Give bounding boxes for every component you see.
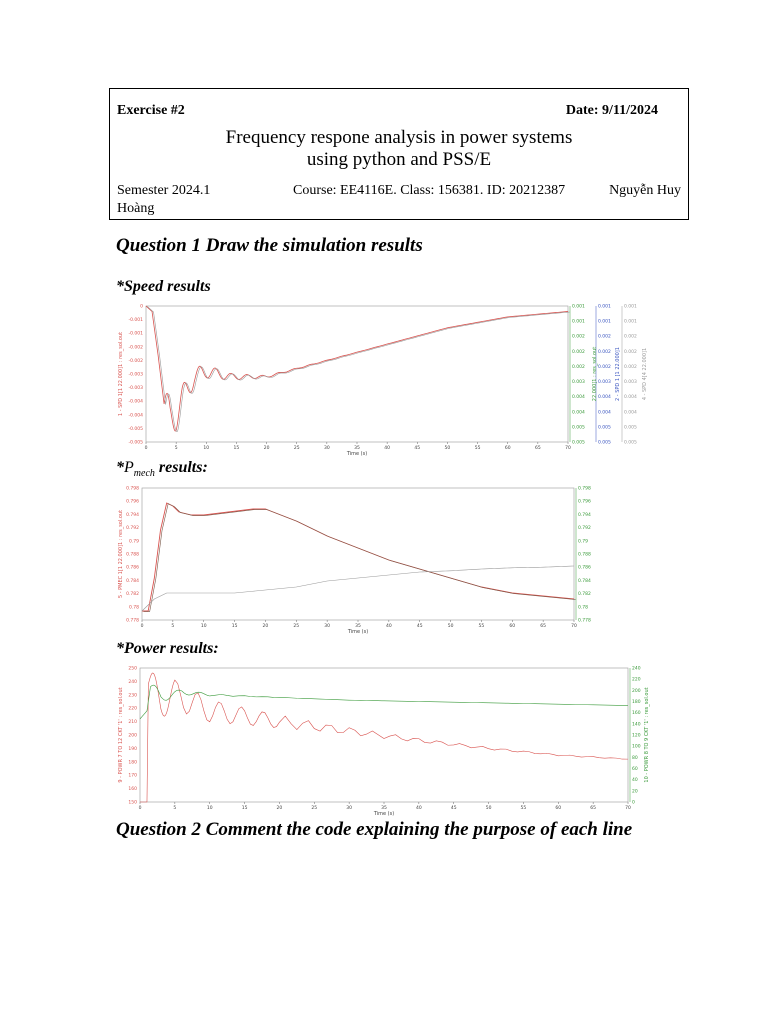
x-tick-label: 5 [171, 624, 175, 629]
y-tick-label-left: 240 [128, 679, 137, 685]
x-tick-label: 30 [324, 624, 331, 629]
y-tick-label-left: -0.002 [128, 358, 143, 364]
x-tick-label: 55 [520, 806, 527, 811]
y-tick-label-right: 0.002 [572, 334, 585, 340]
x-tick-label: 20 [263, 446, 270, 451]
x-tick-label: 70 [571, 624, 577, 629]
y-tick-label-right: 0.002 [624, 364, 637, 370]
y-tick-label-left: 250 [128, 666, 137, 672]
y-tick-label-left: 0.788 [126, 552, 139, 558]
x-tick-label: 15 [241, 806, 248, 811]
date-label: Date: 9/11/2024 [565, 103, 658, 118]
y-tick-label-right: 0.786 [578, 565, 591, 571]
x-tick-label: 50 [485, 806, 492, 811]
y-tick-label-right: 0.003 [598, 380, 611, 386]
y-tick-label-right: 0.004 [624, 395, 637, 401]
y-tick-label-right: 0 [632, 800, 635, 806]
document-title [110, 127, 688, 171]
y-tick-label-right: 0.002 [572, 364, 585, 370]
y-tick-label-left: 0.796 [126, 499, 139, 505]
y-tick-label-right: 0.002 [598, 349, 611, 355]
y-tick-label-right: 0.004 [598, 410, 611, 416]
y-tick-label-right: 0.782 [578, 592, 591, 598]
y-tick-label-right: 0.005 [598, 440, 611, 446]
y-tick-label-right: 0.794 [578, 512, 591, 518]
y-tick-label-left: 0.798 [126, 486, 139, 492]
x-tick-label: 0 [144, 446, 148, 451]
pmech-sub: mech [133, 468, 155, 480]
y-tick-label-right: 0.796 [578, 499, 591, 505]
x-tick-label: 45 [450, 806, 457, 811]
x-tick-label: 65 [590, 806, 597, 811]
x-tick-label: 60 [555, 806, 562, 811]
x-tick-label: 25 [311, 806, 318, 811]
y-axis-label-left: 5 - PMEC 1[1 22.000]1 : res_sol.out [118, 509, 124, 599]
y-axis-label-left: 1 - SPD 1[1 22.000]1 : res_sol.out [118, 331, 124, 417]
y-tick-label-right: 0.005 [572, 440, 585, 446]
speed-chart-svg [116, 300, 652, 458]
y-tick-label-right: 60 [632, 767, 638, 772]
y-tick-label-right: 0.79 [578, 539, 589, 545]
y-tick-label-right: 0.004 [598, 395, 611, 401]
x-tick-label: 0 [138, 806, 142, 811]
author-name-part2: Hoàng [117, 201, 155, 216]
y-tick-label-right: 240 [632, 666, 641, 672]
speed-caption: *Speed results [116, 278, 211, 295]
x-tick-label: 65 [540, 624, 547, 629]
y-tick-label-left: -0.005 [128, 440, 143, 446]
y-tick-label-right: 0.005 [624, 425, 637, 431]
power-chart [116, 662, 652, 816]
y-tick-label-left: 0.792 [126, 526, 139, 532]
x-tick-label: 55 [474, 446, 481, 451]
y-tick-label-left: 200 [128, 733, 137, 739]
question-2-heading: Question 2 Comment the code explaining the purpose of each line [116, 819, 633, 840]
y-tick-label-right: 0.002 [598, 334, 611, 340]
y-tick-label-right: 0.005 [598, 425, 611, 431]
plot-area [142, 488, 574, 620]
y-tick-label-left: 150 [128, 800, 137, 806]
x-axis-label: Time (s) [347, 629, 369, 635]
x-tick-label: 55 [478, 624, 485, 629]
y-tick-label-right: 0.001 [624, 304, 637, 310]
x-tick-label: 40 [385, 624, 392, 629]
x-tick-label: 60 [504, 446, 511, 451]
y-tick-label-right: 0.792 [578, 526, 591, 532]
y-tick-label-left: 230 [128, 693, 137, 699]
title-line-1: Frequency respone analysis in power systems [225, 127, 573, 148]
y-tick-label-right: 0.001 [572, 304, 585, 310]
y-tick-label-left: -0.003 [128, 372, 143, 378]
x-tick-label: 20 [262, 624, 269, 629]
x-tick-label: 15 [231, 624, 238, 629]
pmech-caption [116, 459, 208, 479]
power-caption: *Power results: [116, 640, 219, 657]
y-tick-label-right: 0.002 [624, 334, 637, 340]
x-tick-label: 35 [354, 446, 360, 451]
y-tick-label-right: 0.778 [578, 618, 591, 624]
x-tick-label: 45 [414, 446, 421, 451]
y-tick-label-left: 160 [128, 787, 137, 793]
y-tick-label-right: 0.001 [624, 319, 637, 325]
speed-chart [116, 300, 652, 458]
y-tick-label-right: 200 [632, 688, 641, 694]
title-line-2: using python and PSS/E [306, 149, 492, 170]
x-tick-label: 40 [384, 446, 391, 451]
y-tick-label-right: 20 [632, 789, 638, 795]
y-tick-label-left: 170 [128, 773, 137, 779]
x-tick-label: 5 [173, 806, 177, 811]
author-name-part1: Nguyễn Huy [609, 183, 681, 198]
y-tick-label-right: 0.002 [598, 364, 611, 370]
y-tick-label-left: 180 [128, 760, 137, 766]
x-tick-label: 50 [447, 624, 454, 629]
y-tick-label-left: 0.78 [128, 605, 139, 611]
x-axis-label: Time (s) [346, 451, 368, 457]
x-axis-label: Time (s) [373, 811, 395, 816]
course-label: Course: EE4116E. Class: 156381. ID: 20212387 [293, 183, 566, 198]
question-1-heading: Question 1 Draw the simulation results [116, 235, 423, 256]
y-tick-label-left: -0.003 [128, 386, 143, 392]
y-tick-label-right: 160 [632, 711, 641, 717]
y-tick-label-right: 100 [632, 744, 641, 750]
y-tick-label-right: 0.003 [572, 380, 585, 386]
x-tick-label: 50 [444, 446, 451, 451]
y-tick-label-left: -0.001 [128, 318, 143, 324]
y-tick-label-left: 210 [128, 720, 137, 726]
y-tick-label-right: 0.002 [572, 349, 585, 355]
x-tick-label: 35 [355, 624, 361, 629]
semester-label: Semester 2024.1 [117, 183, 211, 198]
x-tick-label: 70 [565, 446, 571, 451]
y-tick-label-left: -0.004 [128, 399, 143, 405]
x-tick-label: 70 [625, 806, 631, 811]
y-tick-label-left: 0.794 [126, 512, 139, 518]
plot-area [146, 306, 568, 442]
y-axis-label-left: 9 - POWR 7 TO 12 CKT '1' : res_sol.out [118, 687, 124, 783]
y-tick-label-right: 0.005 [572, 425, 585, 431]
y-tick-label-left: -0.001 [128, 331, 143, 337]
x-tick-label: 30 [346, 806, 353, 811]
y-tick-label-right: 180 [632, 700, 641, 705]
x-tick-label: 30 [323, 446, 330, 451]
power-chart-svg [116, 662, 652, 816]
plot-area [140, 668, 628, 802]
x-tick-label: 20 [276, 806, 283, 811]
y-tick-label-right: 0.798 [578, 486, 591, 492]
y-tick-label-right: 220 [632, 677, 641, 683]
y-tick-label-left: 0.786 [126, 565, 139, 571]
x-tick-label: 10 [200, 624, 207, 629]
pmech-star: * [116, 459, 124, 476]
y-tick-label-right: 80 [632, 755, 638, 761]
y-tick-label-right: 0.78 [578, 605, 589, 611]
x-tick-label: 40 [415, 806, 422, 811]
y-tick-label-right: 0.004 [572, 395, 585, 401]
y-tick-label-right: 0.003 [624, 380, 637, 386]
x-tick-label: 10 [206, 806, 213, 811]
x-tick-label: 0 [140, 624, 144, 629]
y-tick-label-left: 0.784 [126, 578, 139, 584]
y-tick-label-left: 0.782 [126, 592, 139, 598]
exercise-label: Exercise #2 [117, 103, 185, 118]
y-tick-label-right: 0.784 [578, 578, 591, 584]
y-tick-label-left: 0 [140, 304, 143, 310]
y-tick-label-right: 0.005 [624, 440, 637, 446]
y-tick-label-right: 140 [632, 722, 641, 728]
y-tick-label-right: 0.002 [624, 349, 637, 355]
y-tick-label-left: -0.002 [128, 345, 143, 351]
y-tick-label-left: 220 [128, 706, 137, 712]
y-tick-label-left: -0.005 [128, 426, 143, 432]
y-tick-label-right: 40 [632, 778, 638, 784]
x-tick-label: 25 [293, 624, 300, 629]
y-tick-label-left: -0.004 [128, 413, 143, 419]
y-axis-label-right: 2 - SPD 1 [1 22.000]1 [615, 347, 621, 401]
y-tick-label-left: 0.778 [126, 618, 139, 624]
x-tick-label: 35 [381, 806, 387, 811]
y-axis-label-right: 22.000]1 : res_sol.out [592, 346, 598, 402]
y-tick-label-right: 0.004 [572, 410, 585, 416]
x-tick-label: 15 [233, 446, 240, 451]
x-tick-label: 5 [174, 446, 178, 451]
y-tick-label-right: 0.001 [598, 304, 611, 310]
x-tick-label: 10 [203, 446, 210, 451]
y-tick-label-right: 0.001 [598, 319, 611, 325]
y-tick-label-left: 0.79 [128, 539, 139, 545]
x-tick-label: 45 [416, 624, 423, 629]
pmech-p: P [124, 459, 134, 476]
y-tick-label-left: 190 [128, 746, 137, 752]
x-tick-label: 65 [534, 446, 541, 451]
pmech-chart-svg [116, 482, 652, 638]
x-tick-label: 25 [293, 446, 300, 451]
pmech-chart [116, 482, 652, 638]
pmech-suffix: results: [154, 459, 208, 476]
y-axis-label-right: 4 - SPD 4[4 22.000]1 [642, 347, 648, 401]
header-box [109, 88, 689, 220]
y-tick-label-right: 120 [632, 733, 641, 739]
y-axis-label-right: 10 - POWR 8 TO 9 CKT '1' : res_sol.out [644, 687, 650, 783]
y-tick-label-right: 0.001 [572, 319, 585, 325]
y-tick-label-right: 0.788 [578, 552, 591, 558]
y-tick-label-right: 0.004 [624, 410, 637, 416]
x-tick-label: 60 [509, 624, 516, 629]
